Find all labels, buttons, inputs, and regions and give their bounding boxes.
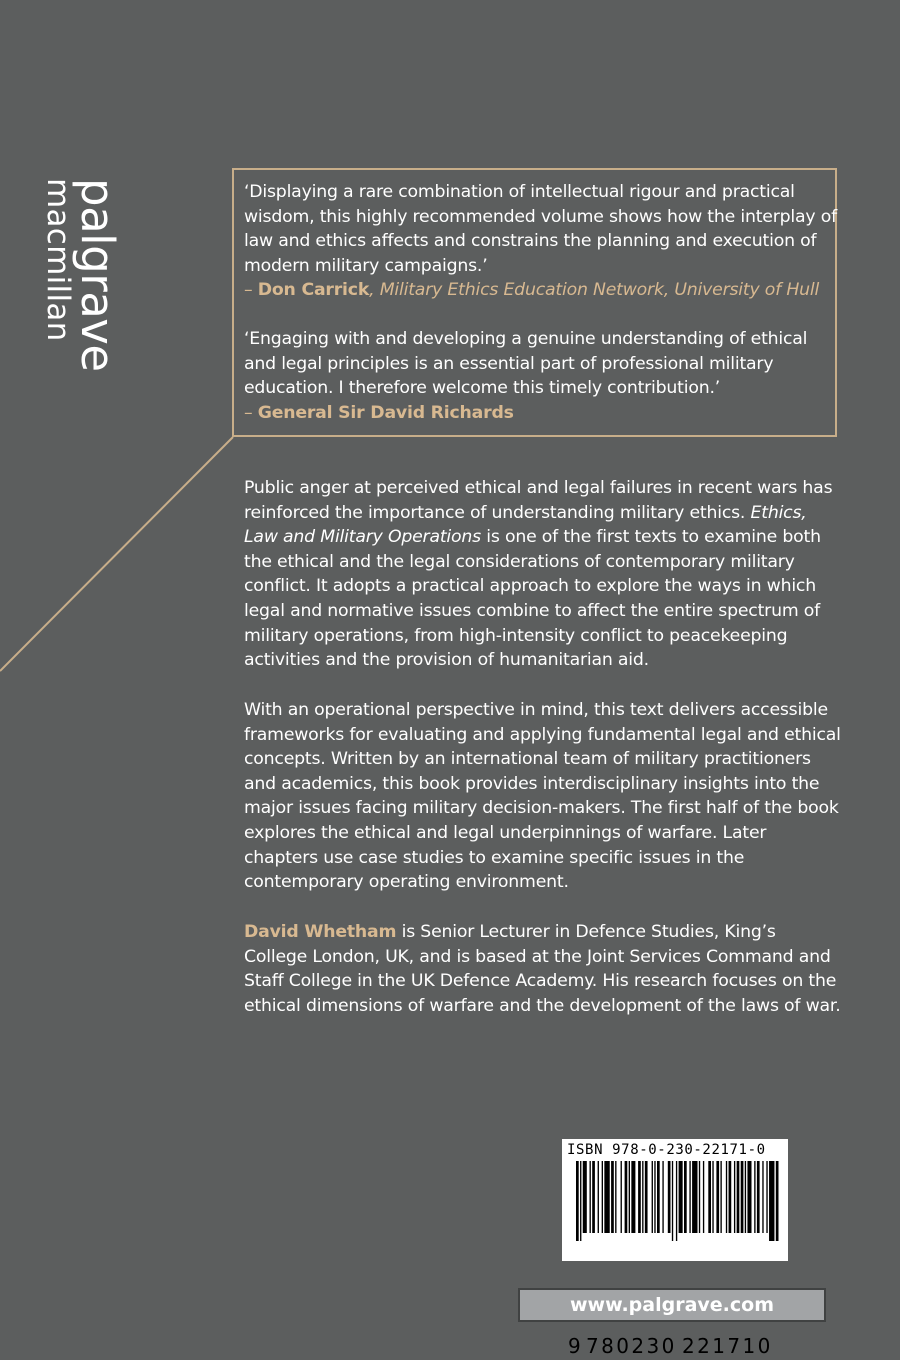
barcode-bar <box>592 1161 595 1233</box>
author-bio <box>244 920 844 1018</box>
barcode-bar <box>699 1161 700 1233</box>
barcode-bar <box>720 1161 721 1233</box>
barcode-bars <box>570 1161 782 1243</box>
barcode-bar <box>729 1161 732 1233</box>
ean-right-digits: 221710 <box>682 1334 773 1358</box>
quote-text: ‘Displaying a rare combination of intellectual rigour and practical wisdom, this highly recommended volume shows how the interplay of law and ethics affects and constrains the planning and execution of modern military campaigns.’ <box>244 182 837 276</box>
barcode-bar <box>672 1161 673 1241</box>
barcode-bar <box>625 1161 628 1233</box>
barcode-bar <box>737 1161 740 1233</box>
barcode-bar <box>657 1161 660 1233</box>
barcode-bar <box>604 1161 609 1233</box>
barcode-bar <box>726 1161 727 1233</box>
quote-attribution <box>244 278 844 303</box>
endorsement-quote-2 <box>244 327 844 425</box>
quote-affiliation: , Military Ethics Education Network, University of Hull <box>369 280 820 301</box>
description-text: With an operational perspective in mind, this text delivers accessible frameworks for evaluating and applying fundamental legal and ethical concepts. Written by an international team of military practitioners and academics, this book provides interdisciplinary insights into the major issues facing military decision-makers. The first half of the book explores the ethical and legal underpinnings of warfare. Later chapters use case studies to examine specific issues in the contemporary operating environment. <box>244 700 841 893</box>
ean-left-digits: 780230 <box>586 1334 677 1358</box>
barcode-bar <box>757 1161 760 1233</box>
barcode-bar <box>621 1161 622 1233</box>
logo-line-macmillan: macmillan <box>40 178 76 342</box>
endorsement-quote-1 <box>244 180 844 303</box>
barcode-bar <box>576 1161 579 1241</box>
description-text: is one of the first texts to examine both the ethical and the legal considerations of contemporary military conflict. It adopts a practical approach to explore the ways in which legal and normative issues combine to affect the entire spectrum of military operations, from high-intensity conflict to peacekeeping activities and the provision of humanitarian aid. <box>244 527 821 671</box>
barcode-bar <box>645 1161 648 1233</box>
barcode-bar <box>712 1161 713 1233</box>
quote-author: General Sir David Richards <box>257 402 514 423</box>
barcode-bar <box>642 1161 643 1233</box>
barcode-bar <box>689 1161 690 1233</box>
barcode-bar <box>631 1161 635 1233</box>
barcode-bar <box>580 1161 581 1241</box>
quote-attribution <box>244 401 844 426</box>
author-name: David Whetham <box>244 922 397 942</box>
barcode-bar <box>638 1161 641 1233</box>
barcode-bar <box>662 1161 663 1233</box>
barcode-bar <box>762 1161 763 1233</box>
bio-text: is Senior Lecturer in Defence Studies, King’s College London, UK, and is based at the Joint Services Command and Staff College in the UK Defence Academy. His research focuses on the ethical dimensions of warfare and the development of the laws of war. <box>244 922 841 1016</box>
barcode-bar <box>684 1161 687 1233</box>
barcode-bar <box>652 1161 653 1233</box>
barcode-bar <box>747 1161 751 1233</box>
barcode-bar <box>708 1161 711 1233</box>
barcode-bar <box>734 1161 735 1233</box>
barcode-bar <box>590 1161 591 1233</box>
barcode-bar <box>769 1161 774 1241</box>
barcode-bar <box>615 1161 616 1233</box>
attribution-dash: – <box>244 280 258 301</box>
logo-line-palgrave: palgrave <box>71 178 124 372</box>
quote-author: Don Carrick <box>257 280 370 301</box>
barcode-bar <box>766 1161 767 1233</box>
barcode-bar <box>741 1161 744 1233</box>
barcode-bar <box>754 1161 755 1233</box>
barcode-bar <box>745 1161 746 1233</box>
barcode-bar <box>629 1161 630 1233</box>
barcode-bar <box>654 1161 655 1233</box>
isbn-label: ISBN 978-0-230-22171-0 <box>567 1142 766 1158</box>
description-paragraph-1 <box>244 476 844 673</box>
barcode-bar <box>598 1161 599 1233</box>
website-link[interactable]: www.palgrave.com <box>518 1288 826 1322</box>
barcode-bar <box>668 1161 671 1233</box>
barcode-bar <box>679 1161 683 1233</box>
barcode-bar <box>703 1161 704 1233</box>
ean-first-digit: 9 <box>568 1334 581 1358</box>
barcode-bar <box>776 1161 779 1241</box>
barcode-bar <box>611 1161 614 1233</box>
barcode-bar <box>602 1161 603 1233</box>
quote-text: ‘Engaging with and developing a genuine understanding of ethical and legal principles is an essential part of professional military education. I therefore welcome this timely contribution.’ <box>244 329 808 399</box>
book-title: Ethics, Law and Military Operations <box>244 502 807 548</box>
publisher-logo <box>38 178 124 372</box>
barcode-bar <box>716 1161 719 1233</box>
barcode-bar <box>583 1161 587 1233</box>
description-paragraph-2 <box>244 698 844 895</box>
description-text: Public anger at perceived ethical and legal failures in recent wars has reinforced the importance of understanding military ethics. <box>244 478 833 523</box>
barcode-bar <box>692 1161 697 1233</box>
barcode-bar <box>676 1161 677 1241</box>
attribution-dash: – <box>244 402 258 423</box>
